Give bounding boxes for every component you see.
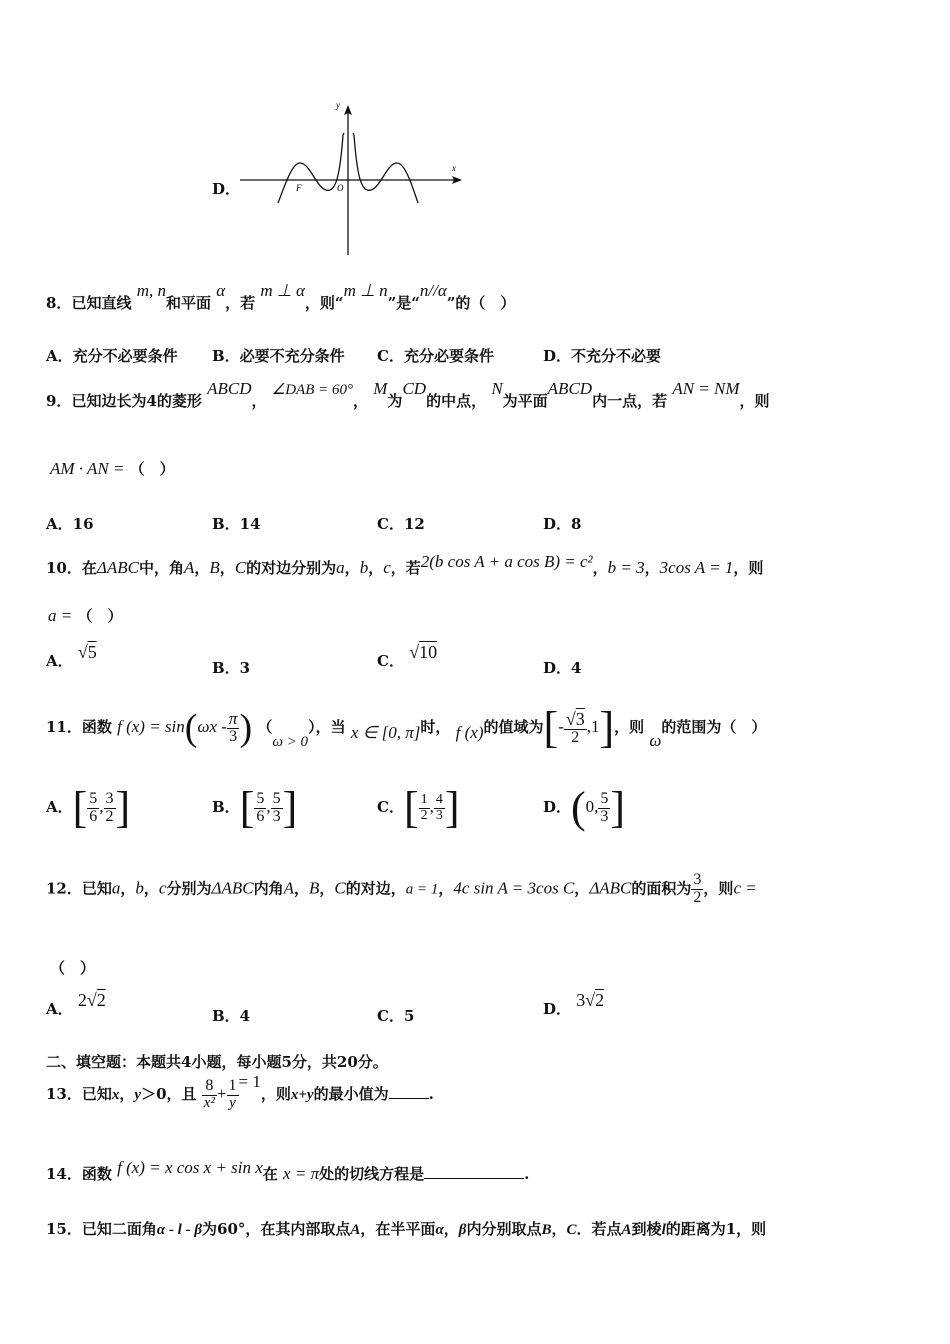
q11-text: ），当 [308,718,346,736]
q11-text: （ [257,718,273,736]
q10-triangle: ΔABC [96,558,139,577]
q12-area-fraction [691,872,703,907]
q11-option-c-frac1 [419,793,430,823]
question-9-line2 [50,458,175,479]
q10-equation: 2(b cos A + a cos B) = c² [420,552,593,571]
q15-text: ， [443,1220,459,1238]
q11-option-d-rbracket: ] [610,783,626,832]
q8-q: n//α [419,281,447,300]
q12-area-num: 3 [693,871,702,888]
q11-option-c-n2: 4 [435,791,443,807]
q9-m: M [373,379,388,398]
q12-option-d[interactable] [543,990,605,1019]
q11-option-c-d1: 2 [420,807,428,823]
q11-option-b-frac1 [254,791,266,826]
q13-n1: 8 [205,1077,214,1094]
q11-option-b[interactable]: B．[ $\frac{5}{6}$ , $\frac{5}{3}$ ] [212,783,298,832]
q12-option-c[interactable]: C．5 [377,1007,415,1025]
q12-text: ， [319,879,335,898]
q10-text: ，则 [733,559,764,577]
q10-text: 在 [81,559,97,577]
q11-lparen: ( [184,707,198,749]
q11-option-c-lbracket: [ [403,783,419,832]
q10-text: ， [344,559,360,577]
q12-c-eq: c = [733,878,757,898]
q11-option-d[interactable] [543,783,626,832]
q9-angle: ∠DAB = 60° [271,382,353,398]
q12-equation: 4c sin A = 3cos C [453,878,575,898]
q11-option-c[interactable]: C．[ $\frac{1}{2}$ , $\frac{4}{3}$ ] [377,783,460,832]
q15-text: ， [551,1220,567,1238]
q11-option-c-frac2 [434,793,445,823]
q9-text: ， [251,392,267,410]
q11-option-a-d1: 6 [89,807,98,825]
q12-c: c [158,878,167,898]
q9-abcd: ABCD [207,379,252,398]
q10-option-b[interactable]: B．3 [212,659,251,677]
q11-omega: ω [649,731,662,750]
question-10-line2 [48,605,122,626]
q12-option-d-label: D． [543,1000,572,1018]
q13-end: . [428,1084,434,1103]
question-12 [46,872,757,907]
q12-text: 的面积为 [631,879,692,898]
curve-left [278,133,344,203]
q10-side-b: b [359,558,369,577]
q11-minus: - [558,717,564,736]
q11-text: 函数 [81,718,112,736]
q11-option-a[interactable]: A．[ $\frac{5}{6}$ , $\frac{3}{2}$ ] [46,783,131,832]
q8-option-c[interactable]: C．充分必要条件 [377,347,494,365]
q11-function: f (x) = sin [117,717,185,736]
curve-right [353,133,418,203]
q10-text: 中，角 [138,559,184,577]
q15-text: 为60°，在其内部取点 [202,1220,351,1238]
q12-option-a-label: A． [46,1000,73,1018]
q9-paren: （ ） [129,460,175,478]
q10-side-c: c [383,558,391,577]
question-9 [46,379,770,411]
axis-y-label: y [336,100,340,110]
q15-number: 15． [46,1220,82,1238]
q15-B: B [541,1222,552,1238]
graph-option-label: D． [212,180,241,198]
q10-option-a-radicand: 5 [87,642,97,662]
q12-triangle-2: ΔABC [589,878,632,898]
q10-angle-a: A [184,558,195,577]
q12-triangle: ΔABC [211,878,254,898]
q9-number: 9． [46,392,72,410]
q12-option-a-coef: 2 [77,990,87,1010]
q12-option-b[interactable]: B．4 [212,1007,251,1025]
question-10 [46,552,764,578]
q12-a-value: a = 1 [405,881,439,898]
q11-range-lbracket: [ [543,703,559,752]
q14-number: 14． [46,1165,82,1183]
q11-option-d-label: D． [543,798,572,816]
q9-option-b[interactable]: B．14 [212,515,261,533]
q13-xy: x+y [290,1086,314,1103]
q10-option-a-sqrt: √5 [77,642,97,662]
q8-option-a[interactable]: A．充分不必要条件 [46,347,178,365]
q10-option-a-label: A． [46,652,73,670]
q15-A2: A [621,1222,632,1238]
q10-option-c-sqrt: √10 [409,642,438,662]
question-15 [46,1218,766,1239]
q9-equation: AN = NM [672,379,740,398]
q13-x: x [111,1086,120,1103]
q12-option-a[interactable] [46,990,106,1019]
q12-option-a-value: 2√2 [77,990,106,1010]
q11-option-d-d2: 3 [600,807,609,825]
q15-text: 内分别取点 [466,1220,542,1238]
q11-option-a-n1: 5 [89,789,98,807]
q8-condition: m ⊥ α [260,281,305,300]
q13-answer-blank[interactable] [389,1098,429,1099]
q12-A: A [283,878,294,898]
q12-C: C [334,878,346,898]
q14-text: 处的切线方程是 [319,1165,425,1183]
q11-option-a-n2: 3 [105,789,114,807]
q13-text: ， [119,1084,135,1103]
q11-argument: ωx - [197,717,227,736]
q12-text: ， [143,879,159,898]
q11-option-a-d2: 2 [105,807,114,825]
q11-option-d-n2: 5 [600,789,609,807]
question-14 [46,1158,530,1184]
q9-n: N [491,379,503,398]
origin-label: O [337,183,344,193]
q10-angle-b: B [209,558,220,577]
q15-l: l [661,1222,666,1238]
q11-text: 时， [420,718,451,736]
q8-alpha: α [216,281,226,300]
q11-three: 3 [227,728,240,746]
q10-text: ， [368,559,384,577]
q11-option-a-frac1 [87,791,99,826]
point-f-label: F [296,183,302,193]
q12-text: ， [120,879,136,898]
q11-option-d-zero: 0, [585,797,599,816]
q13-y: y [134,1086,142,1103]
q9-text: 为平面 [502,392,548,410]
q13-text: ＞0，且 [141,1084,197,1103]
q13-plus: + [216,1083,227,1103]
q13-number: 13． [46,1084,82,1103]
q14-end: . [524,1165,530,1183]
q12-text: ， [574,879,590,898]
q13-text: ，则 [260,1084,291,1103]
axis-x-label: x [452,163,456,173]
q12-paren: （ ） [50,959,96,977]
q15-beta: β [458,1222,467,1238]
q10-text: ， [194,559,210,577]
q10-option-a[interactable] [46,642,97,671]
question-13 [46,1071,434,1112]
q10-b-value: b = 3 [607,558,645,577]
q11-option-b-lbracket: [ [239,783,255,832]
q8-option-d[interactable]: D．不充分不必要 [543,347,662,365]
q12-B: B [309,878,320,898]
q11-option-b-label: B． [212,798,240,816]
q12-area-den: 2 [693,888,702,906]
q12-text: ，则 [703,879,734,898]
q10-option-c-radicand: 10 [419,642,438,662]
q13-frac-1-y [227,1078,239,1112]
q11-sqrt3: √3 [565,708,585,729]
question-11 [46,703,767,752]
q12-text: 的对边， [345,879,406,898]
q13-n2: 1 [228,1077,237,1094]
q9-text: ， [353,392,369,410]
q8-text: ”的（ ） [446,294,516,312]
q15-text: ，在半平面 [360,1220,436,1238]
q13-eq: = 1 [238,1071,261,1091]
q11-option-a-frac2 [104,791,116,826]
q12-option-d-value: 3√2 [576,990,605,1010]
q11-pi-over-3 [227,710,240,746]
q11-text: ，则 [614,718,645,736]
question-8 [46,281,516,313]
q11-pi: π [228,709,238,729]
q10-option-d[interactable]: D．4 [543,659,582,677]
q10-cos-value: 3cos A = 1 [659,558,734,577]
q14-text: 函数 [81,1165,112,1183]
q12-a: a [111,878,121,898]
q8-text: ，若 [225,294,256,312]
q15-text: 的距离为1，则 [665,1220,767,1238]
q11-option-b-rbracket: ] [282,783,298,832]
q10-paren: （ ） [77,607,123,625]
q15-alpha: α [435,1222,444,1238]
q12-number: 12． [46,879,82,898]
q13-text: 的最小值为 [313,1084,389,1103]
q11-text: 的范围为（ ） [661,718,767,736]
q11-condition: ω > 0 [272,734,309,750]
section-2-heading: 二、填空题：本题共4小题，每小题5分，共20分。 [46,1053,388,1071]
q15-dihedral: α - l - β [156,1222,203,1238]
q10-option-c-label: C． [377,652,404,670]
q11-option-b-d2: 3 [272,807,281,825]
q11-option-a-lbracket: [ [72,783,88,832]
q14-answer-blank[interactable] [424,1178,524,1179]
q12-text: ， [293,879,309,898]
q11-sqrt3-radicand: 3 [575,708,585,729]
q8-option-b[interactable]: B．必要不充分条件 [212,347,345,365]
q10-a-eq: a = [48,606,73,625]
q11-option-c-label: C． [377,798,404,816]
q12-option-a-radicand: 2 [96,990,106,1010]
q13-d2: y [227,1095,239,1112]
q10-text: ， [219,559,235,577]
q13-frac-8-x2 [202,1078,217,1112]
q11-option-b-d1: 6 [256,807,265,825]
q15-text: 已知二面角 [81,1220,157,1238]
q11-option-a-label: A． [46,798,73,816]
q9-abcd2: ABCD [547,379,593,398]
q11-one: ,1 [586,717,600,736]
q12-text: ， [438,879,454,898]
q9-option-a[interactable]: A．16 [46,515,94,533]
q8-text: 和平面 [165,294,211,312]
q13-d1: x² [203,1094,215,1111]
q15-text: ．若点 [576,1220,622,1238]
q11-option-a-rbracket: ] [115,783,131,832]
q15-C: C [566,1222,577,1238]
q9-text: 内一点，若 [592,392,668,410]
q10-text: 的对边分别为 [246,559,337,577]
q10-side-a: a [336,558,345,577]
q9-cd: CD [402,379,427,398]
q10-text: ，若 [390,559,421,577]
q10-number: 10． [46,559,82,577]
q11-text: 的值域为 [483,718,544,736]
q11-option-d-frac2 [598,791,610,826]
q11-number: 11． [46,718,82,736]
q15-A: A [350,1222,361,1238]
q12-option-d-coef: 3 [576,990,586,1010]
q12-text: 分别为 [166,879,212,898]
q13-text: 已知 [81,1084,112,1103]
q14-function: f (x) = x cos x + sin x [117,1158,263,1177]
q9-text: ，则 [739,392,770,410]
q8-p: m ⊥ n [343,281,388,300]
q11-option-b-n2: 5 [272,789,281,807]
q9-text: 已知边长为4的菱形 [71,392,202,410]
q11-rparen: ) [239,707,253,749]
q10-text: ， [644,559,660,577]
q11-range-rbracket: ] [599,703,615,752]
q12-option-d-radicand: 2 [595,990,605,1010]
q9-option-d[interactable]: D．8 [543,515,582,533]
q10-text: ， [592,559,608,577]
q11-option-b-n1: 5 [256,789,265,807]
q11-two: 2 [564,729,587,747]
q11-option-b-frac2 [271,791,283,826]
q11-fx: f (x) [455,723,484,742]
q8-text: ，则“ [304,294,344,312]
q8-number: 8． [46,294,72,312]
q8-text: 已知直线 [71,294,132,312]
q12-text: 已知 [81,879,112,898]
q15-text: 到棱 [631,1220,662,1238]
q11-sqrt3-over-2 [564,710,587,747]
q8-mn: m, n [136,281,166,300]
q9-text: 为 [387,392,403,410]
q12-b: b [135,878,144,898]
q11-option-c-n1: 1 [420,791,428,807]
q11-option-c-rbracket: ] [444,783,460,832]
q10-angle-c: C [234,558,247,577]
q11-option-c-d2: 3 [435,807,443,823]
q11-domain: x ∈ [0, π] [350,723,421,742]
q14-text: 在 [262,1165,278,1183]
q14-x-eq: x = π [283,1164,320,1183]
q12-text: 内角 [253,879,284,898]
function-graph [240,95,470,260]
q9-option-c[interactable]: C．12 [377,515,425,533]
q11-option-d-lparen: ( [571,783,586,832]
q10-option-c[interactable] [377,642,438,671]
q9-dot-product: AM · AN = [50,459,125,478]
q8-text: ”是“ [387,294,420,312]
q9-text: 的中点， [426,392,487,410]
